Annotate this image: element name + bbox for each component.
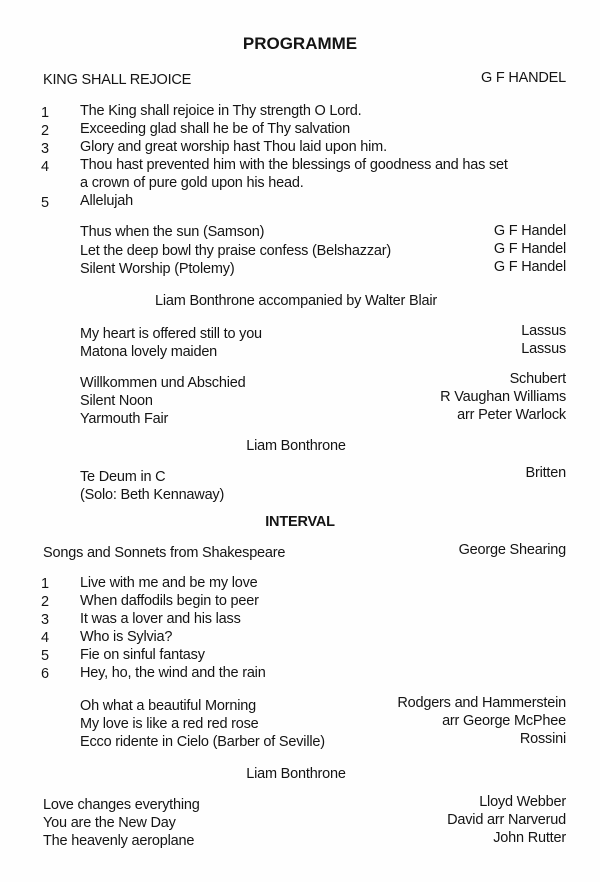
movement-number: 3	[41, 141, 49, 157]
soloist-note: (Solo: Beth Kennaway)	[80, 487, 225, 503]
song-composer: Schubert	[509, 371, 566, 387]
song-title: Willkommen und Abschied	[80, 375, 246, 391]
performer-credit: Liam Bonthrone	[246, 438, 346, 454]
song-title: Te Deum in C	[80, 469, 166, 485]
song-composer: Lassus	[521, 341, 566, 357]
song-composer: arr George McPhee	[442, 713, 566, 729]
page-title: PROGRAMME	[242, 34, 358, 53]
movement-number: 2	[41, 123, 49, 139]
song-composer: Lassus	[521, 323, 566, 339]
item-text: Live with me and be my love	[80, 575, 258, 591]
song-composer: R Vaughan Williams	[440, 389, 566, 405]
song-title: My love is like a red red rose	[80, 716, 259, 732]
interval-heading: INTERVAL	[265, 514, 335, 530]
cycle-composer: George Shearing	[458, 542, 566, 558]
item-number: 6	[41, 666, 49, 682]
movement-number: 5	[41, 195, 49, 211]
anthem-title: KING SHALL REJOICE	[43, 72, 192, 88]
movement-number: 1	[41, 105, 49, 121]
movement-text: Allelujah	[80, 193, 134, 209]
song-title: Ecco ridente in Cielo (Barber of Seville)	[80, 734, 325, 750]
cycle-title: Songs and Sonnets from Shakespeare	[43, 545, 286, 561]
song-title: My heart is offered still to you	[80, 326, 262, 342]
performer-credit: Liam Bonthrone	[246, 766, 346, 782]
song-composer: David arr Narverud	[447, 812, 566, 828]
song-composer: Rossini	[519, 731, 566, 747]
item-number: 2	[41, 594, 49, 610]
song-composer: John Rutter	[493, 830, 566, 846]
movement-text: Exceeding glad shall he be of Thy salvation	[80, 121, 351, 137]
item-text: Who is Sylvia?	[80, 629, 173, 645]
song-title: Silent Noon	[80, 393, 153, 409]
song-composer: G F Handel	[493, 241, 566, 257]
song-composer: Rodgers and Hammerstein	[397, 695, 566, 711]
song-title: Let the deep bowl thy praise confess (Belshazzar)	[80, 243, 391, 259]
song-composer: Lloyd Webber	[479, 794, 566, 810]
song-title: Matona lovely maiden	[80, 344, 218, 360]
song-composer: G F Handel	[493, 223, 566, 239]
item-number: 4	[41, 630, 49, 646]
song-composer: arr Peter Warlock	[457, 407, 566, 423]
item-text: Fie on sinful fantasy	[80, 647, 205, 663]
song-title: Yarmouth Fair	[80, 411, 169, 427]
song-title: Thus when the sun (Samson)	[80, 224, 265, 240]
item-number: 1	[41, 576, 49, 592]
item-text: When daffodils begin to peer	[80, 593, 259, 609]
song-title: The heavenly aeroplane	[43, 833, 195, 849]
item-text: It was a lover and his lass	[80, 611, 241, 627]
item-text: Hey, ho, the wind and the rain	[80, 665, 266, 681]
movement-number: 4	[41, 159, 49, 175]
anthem-composer: G F HANDEL	[480, 70, 566, 86]
item-number: 5	[41, 648, 49, 664]
song-title: Love changes everything	[43, 797, 200, 813]
movement-text: Thou hast prevented him with the blessings of goodness and has set	[80, 157, 508, 173]
movement-text-continued: a crown of pure gold upon his head.	[80, 175, 304, 191]
movement-text: The King shall rejoice in Thy strength O Lord.	[80, 103, 362, 119]
song-title: Silent Worship (Ptolemy)	[80, 261, 235, 277]
item-number: 3	[41, 612, 49, 628]
movement-text: Glory and great worship hast Thou laid upon him.	[80, 139, 387, 155]
song-title: You are the New Day	[43, 815, 176, 831]
song-composer: G F Handel	[493, 259, 566, 275]
song-title: Oh what a beautiful Morning	[80, 698, 256, 714]
song-composer: Britten	[525, 465, 566, 481]
performer-credit: Liam Bonthrone accompanied by Walter Blair	[154, 293, 437, 309]
